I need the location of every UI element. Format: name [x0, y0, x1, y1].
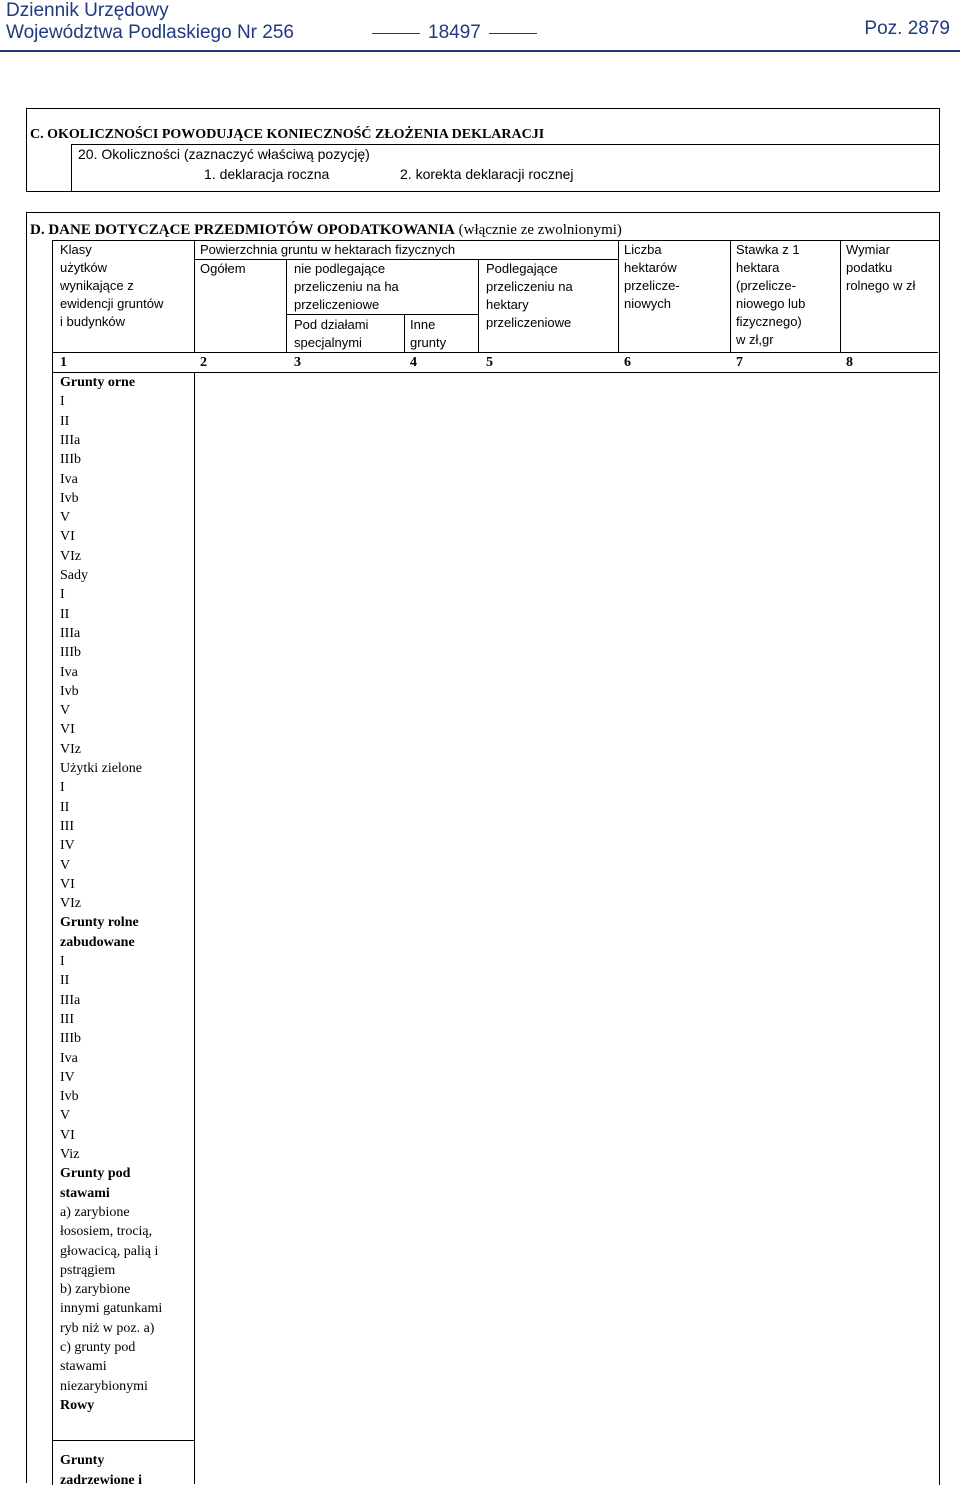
table-row-label: V — [60, 1108, 71, 1124]
col-divider — [840, 240, 841, 352]
circumstance-field-label: 20. Okoliczności (zaznaczyć właściwą pozycję) — [78, 146, 370, 162]
table-row-label: Ivb — [60, 683, 79, 699]
table-row-label: VIz — [60, 896, 81, 912]
col-number: 1 — [60, 355, 67, 370]
col1-header-line: Klasy — [60, 242, 92, 257]
table-row-label: Sady — [60, 568, 88, 583]
header-bottom-line — [52, 352, 938, 353]
table-row-label: Iva — [60, 664, 78, 680]
col-divider — [194, 240, 195, 352]
table-row-label: VI — [60, 722, 75, 738]
col1-header — [60, 241, 190, 331]
table-row-label: pstrągiem — [60, 1262, 116, 1278]
table-row-label: Iva — [60, 1050, 78, 1066]
rowy-separator — [52, 1440, 194, 1441]
table-row-label: zabudowane — [60, 934, 135, 950]
header-rule — [0, 50, 960, 52]
table-row-label: ryb niż w poz. a) — [60, 1320, 155, 1336]
col-divider — [286, 259, 287, 352]
col-number: 2 — [200, 355, 207, 370]
table-row-label: Grunty — [60, 1453, 105, 1469]
col7-header-line: hektara — [736, 260, 780, 275]
table-row-label: V — [60, 857, 71, 873]
col6-header-line: Liczba — [624, 242, 662, 257]
col4-header-line: Inne — [410, 317, 436, 332]
col5-header-line: hektary — [486, 297, 529, 312]
col-number: 8 — [846, 355, 853, 370]
col-number: 7 — [736, 355, 743, 370]
section-d-title-note: (włącznie ze zwolnionymi) — [454, 222, 622, 238]
table-row-label: I — [60, 394, 65, 410]
table-row-label: I — [60, 587, 65, 603]
table-row-label: Grunty rolne — [60, 915, 139, 931]
col-number: 6 — [624, 355, 631, 370]
table-row-label: I — [60, 954, 65, 969]
table-row-label: IIIa — [60, 992, 81, 1008]
table-row-label: II — [60, 606, 70, 622]
col4-header — [410, 316, 446, 352]
table-row-label: VI — [60, 529, 75, 545]
table-row-label: II — [60, 973, 70, 989]
table-row-label: Grunty orne — [60, 375, 136, 390]
col-number: 4 — [410, 355, 417, 370]
table-row-label: III — [60, 818, 74, 834]
table-row-label: IV — [60, 1069, 75, 1085]
option-annual-declaration[interactable]: 1. deklaracja roczna — [204, 166, 330, 182]
section-d-title — [30, 221, 622, 239]
col6-header-line: przelicze- — [624, 278, 680, 293]
col3-header — [294, 316, 368, 352]
table-row-label: zadrzewione i — [60, 1472, 143, 1488]
table-row-label: II — [60, 413, 70, 429]
subgroup-divider — [286, 314, 478, 315]
option-declaration-correction[interactable]: 2. korekta deklaracji rocznej — [400, 166, 574, 182]
table-row-label: Iva — [60, 471, 78, 487]
col5-header-line: przeliczeniowe — [486, 315, 572, 330]
table-row-label: Ivb — [60, 1089, 79, 1105]
col1-header-line: użytków — [60, 260, 107, 275]
col3-header-line: specjalnymi — [294, 335, 362, 350]
col7-header-line: Stawka z 1 — [736, 242, 800, 257]
col-number: 3 — [294, 355, 301, 370]
col1-header-line: ewidencji gruntów — [60, 296, 164, 311]
table-row-label: V — [60, 510, 71, 526]
col5-header — [486, 260, 573, 332]
table-row-label: IIIa — [60, 432, 81, 448]
col8-header — [846, 241, 915, 295]
section-c-indent-line — [71, 144, 72, 191]
table-row-label: Użytki zielone — [60, 761, 143, 776]
table-row-label: łososiem, trocią, — [60, 1224, 153, 1240]
col7-header-line: (przelicze- — [736, 278, 796, 293]
numbers-bottom-line — [52, 372, 938, 373]
table-row-label: V — [60, 703, 71, 719]
page-number: 18497 — [428, 22, 481, 43]
table-row-label: IIIb — [60, 645, 81, 661]
table-row-label: IIIa — [60, 625, 81, 641]
label-column-border — [194, 372, 195, 1484]
col6-header-line: niowych — [624, 296, 671, 311]
col6-header-line: hektarów — [624, 260, 677, 275]
table-row-label: stawami — [60, 1359, 107, 1375]
table-row-label: VI — [60, 1127, 75, 1143]
col7-header-line: w zł,gr — [736, 332, 774, 347]
position-number: Poz. 2879 — [864, 18, 950, 39]
table-row-label: IIIb — [60, 1031, 81, 1047]
table-row-label: III — [60, 1011, 74, 1027]
table-row-label: IV — [60, 838, 75, 854]
col-divider — [618, 240, 619, 352]
col-number: 5 — [486, 355, 493, 370]
table-row-label: głowacicą, palią i — [60, 1243, 159, 1259]
col4-header-line: grunty — [410, 335, 447, 350]
col2-header: Ogółem — [200, 261, 246, 276]
col7-header-line: fizycznego) — [736, 314, 802, 329]
not-subject-line: przeliczeniu na ha — [294, 279, 399, 294]
table-row-label: c) grunty pod — [60, 1340, 136, 1355]
table-row-label: a) zarybione — [60, 1204, 130, 1220]
col6-header — [624, 241, 680, 313]
table-row-label: II — [60, 799, 70, 815]
table-row-label: I — [60, 780, 65, 796]
col8-header-line: podatku — [846, 260, 893, 275]
journal-title: Dziennik Urzędowy — [6, 0, 169, 21]
col3-header-line: Pod działami — [294, 317, 369, 332]
table-row-label: VI — [60, 876, 75, 892]
table-row-label: Grunty pod — [60, 1166, 131, 1182]
not-subject-line: przeliczeniowe — [294, 297, 380, 312]
col8-header-line: Wymiar — [846, 242, 890, 257]
col8-header-line: rolnego w zł — [846, 278, 916, 293]
col5-header-line: przeliczeniu na — [486, 279, 573, 294]
table-row-label: niezarybionymi — [60, 1378, 148, 1394]
col7-header — [736, 241, 805, 349]
col1-header-line: wynikające z — [60, 278, 134, 293]
page-header — [0, 0, 960, 50]
data-table — [52, 240, 940, 1485]
table-row-label: VIz — [60, 741, 81, 757]
table-row-label: VIz — [60, 548, 81, 564]
voivodeship-issue: Województwa Podlaskiego Nr 256 — [6, 22, 294, 43]
table-row-label: b) zarybione — [60, 1282, 131, 1298]
table-row-label: stawami — [60, 1185, 110, 1201]
section-d-title-main: D. DANE DOTYCZĄCE PRZEDMIOTÓW OPODATKOWANIA — [30, 222, 455, 238]
col-divider — [404, 314, 405, 352]
table-row-label: innymi gatunkami — [60, 1301, 163, 1317]
not-subject-header — [294, 260, 474, 314]
col-divider — [478, 259, 479, 352]
col-divider — [730, 240, 731, 352]
col1-header-line: i budynków — [60, 314, 126, 329]
area-group-header: Powierzchnia gruntu w hektarach fizycznych — [200, 242, 456, 257]
table-row-label: Ivb — [60, 490, 79, 506]
section-c-title: C. OKOLICZNOŚCI POWODUJĄCE KONIECZNOŚĆ ZŁOŻENIA DEKLARACJI — [30, 127, 545, 142]
col7-header-line: niowego lub — [736, 296, 806, 311]
col5-header-line: Podlegające — [486, 261, 558, 276]
table-row-label: Rowy — [60, 1397, 95, 1413]
table-row-label: Viz — [60, 1147, 80, 1162]
not-subject-line: nie podlegające — [294, 261, 386, 276]
table-row-label: IIIb — [60, 452, 81, 468]
